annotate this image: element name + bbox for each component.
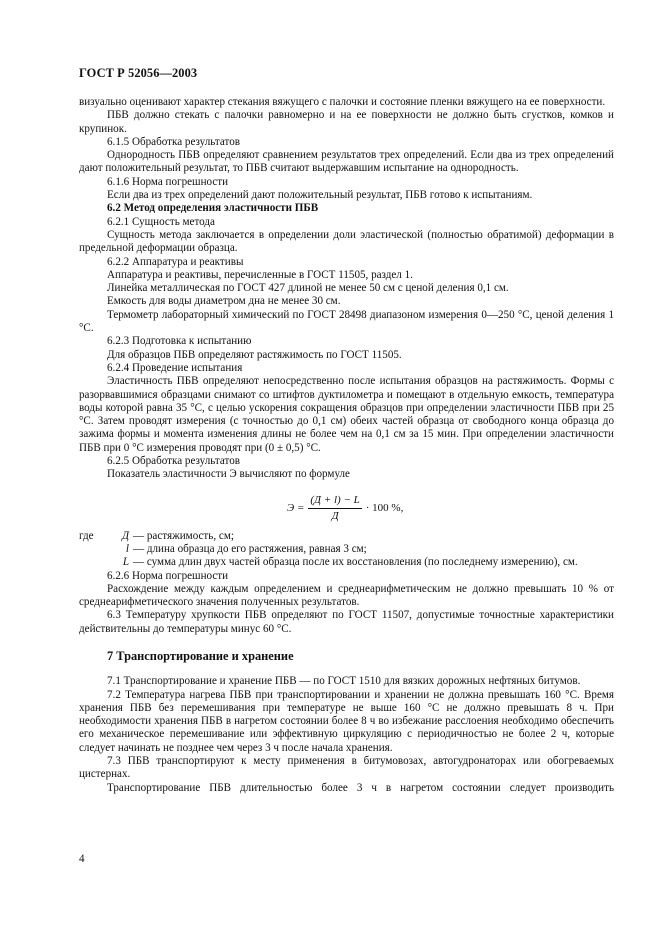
paragraph: Для образцов ПБВ определяют растяжимость по ГОСТ 11505. [107, 348, 402, 361]
where-item [79, 543, 614, 556]
subsection-heading: 6.2.1 Сущность метода [107, 215, 215, 228]
formula-tail: · 100 %, [365, 501, 404, 514]
paragraph: Расхождение между каждым определением и среднеарифметическим не должно превышать 10 % от среднеарифметического значения полученных результатов. [79, 582, 614, 609]
where-symbol: L [122, 556, 129, 569]
subsection-heading: 6.1.6 Норма погрешности [107, 175, 229, 188]
page-number: 4 [79, 853, 85, 865]
where-symbol: Д [121, 529, 129, 542]
paragraph: Эластичность ПБВ определяют непосредственно после испытания образцов на растяжимость. Формы с разорвавшимися образцами снимают со штифтов дуктилометра и помещают в отдельную емкость, температура воды которой равна 35 °С, с целью ускорения сокращения образцов при определении эластичности ПБВ при 25 °С. Затем проводят измерения (с точностью до 0,1 см) обеих частей образца от свободного конца образца до зажима формы и момента изменения длины не более чем на 0,1 см за 15 мин. При определении эластичности ПБВ при 0 °С измерения проводят при (0 ± 0,5) °С. [79, 375, 614, 454]
paragraph: Термометр лабораторный химический по ГОСТ 28498 диапазоном измерения 0—250 °С, ценой деления 1 °С. [79, 308, 614, 335]
paragraph: Аппаратура и реактивы, перечисленные в ГОСТ 11505, раздел 1. [107, 268, 413, 281]
where-block [79, 530, 614, 570]
subsection-heading: 6.2.4 Проведение испытания [107, 361, 243, 374]
paragraph: Однородность ПБВ определяют сравнением результатов трех определений. Если два из трех определений дают положительный результат, то ПБВ считают выдержавшим испытание на однородность. [79, 149, 614, 175]
subsection-heading: 6.2.5 Обработка результатов [107, 455, 240, 468]
formula-fraction [308, 494, 361, 524]
paragraph: Сущность метода заключается в определении доли эластической (полностью обратимой) деформации в предельной деформации образца. [79, 228, 614, 255]
document-header: ГОСТ Р 52056—2003 [79, 66, 198, 80]
paragraph: Если два из трех определений дают положительный результат, ПБВ готово к испытаниям. [107, 189, 533, 202]
where-intro: где [79, 529, 94, 542]
where-text: — длина образца до его растяжения, равная 3 см; [133, 542, 367, 555]
where-symbol: l [125, 542, 129, 555]
paragraph: ПБВ должно стекать с палочки равномерно и на ее поверхности не должно быть сгустков, комков и крупинок. [79, 109, 614, 135]
paragraph: Емкость для воды диаметром дна не менее 30 см. [107, 295, 341, 308]
paragraph: 7.2 Температура нагрева ПБВ при транспортировании и хранении не должна превышать 160 °С. Время хранения ПБВ без перемешивания при температуре не выше 160 °С не должно превышать 8 ч. При необходимости хранения ПБВ в нагретом состоянии более 8 ч во избежание расслоения необходимо обеспечить его механическое перемешивание или эффективную циркуляцию с периодичностью не более 2 ч, которые следует начинать не позднее чем через 3 ч после начала хранения. [79, 688, 614, 754]
formula-denominator: Д [331, 509, 339, 522]
section-heading: 6.2 Метод определения эластичности ПБВ [107, 202, 319, 215]
paragraph: визуально оценивают характер стекания вяжущего с палочки и состояние пленки вяжущего на ее поверхности. [79, 96, 606, 108]
where-text: — сумма длин двух частей образца после их восстановления (по последнему измерению), см. [133, 556, 578, 569]
paragraph: Показатель эластичности Э вычисляют по формуле [107, 468, 350, 481]
document-body [79, 96, 614, 795]
subsection-heading: 6.2.3 Подготовка к испытанию [107, 335, 252, 348]
formula-lhs: Э = [287, 501, 305, 514]
formula-numerator: (Д + l) − L [308, 494, 361, 509]
paragraph: Линейка металлическая по ГОСТ 427 длиной не менее 50 см с ценой деления 0,1 см. [107, 282, 509, 295]
subsection-heading: 6.2.2 Аппаратура и реактивы [107, 255, 244, 268]
paragraph: 7.3 ПБВ транспортируют к месту применения в битумовозах, автогудронаторах или обогреваемых цистернах. [79, 755, 614, 781]
paragraph: Транспортирование ПБВ длительностью более 3 ч в нагретом состоянии следует производить [107, 781, 614, 794]
where-text: — растяжимость, см; [133, 529, 234, 542]
where-item [79, 530, 614, 543]
where-item [79, 556, 614, 569]
paragraph: 6.3 Температуру хрупкости ПБВ определяют по ГОСТ 11507, допустимые точностные характеристики действительны до температуры минус 60 °С. [79, 609, 614, 635]
subsection-heading: 6.1.5 Обработка результатов [107, 135, 240, 148]
paragraph: 7.1 Транспортирование и хранение ПБВ — по ГОСТ 1510 для вязких дорожных нефтяных битумов. [107, 675, 581, 688]
subsection-heading: 6.2.6 Норма погрешности [107, 569, 229, 582]
section-title: 7 Транспортирование и хранение [107, 648, 294, 663]
elasticity-formula [79, 488, 614, 526]
